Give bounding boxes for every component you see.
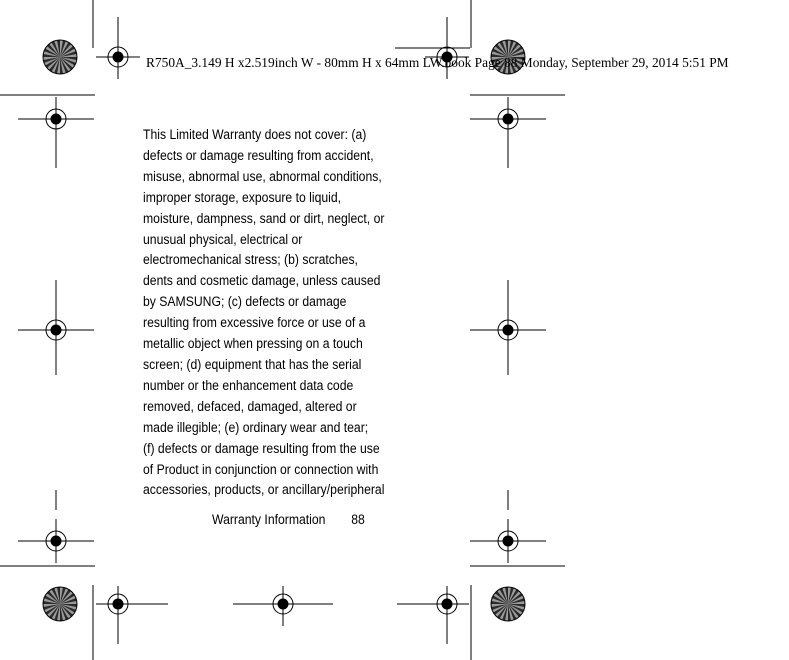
body-line: by SAMSUNG; (c) defects or damage <box>143 294 347 311</box>
page-number: 88 <box>351 512 365 528</box>
body-line: metallic object when pressing on a touch <box>143 336 363 353</box>
starburst-target <box>491 587 525 621</box>
body-line: misuse, abnormal use, abnormal conditions, <box>143 168 382 185</box>
page-footer <box>212 512 365 528</box>
registration-mark <box>18 308 94 352</box>
body-line: dents and cosmetic damage, unless caused <box>143 273 381 290</box>
body-line: improper storage, exposure to liquid, <box>143 189 342 206</box>
body-line: moisture, dampness, sand or dirt, neglect, or <box>143 210 385 227</box>
body-line: defects or damage resulting from accident, <box>143 147 374 164</box>
registration-mark <box>397 586 469 644</box>
body-line: made illegible; (e) ordinary wear and tear; <box>143 419 369 436</box>
starburst-target <box>43 587 77 621</box>
warranty-paragraph <box>143 125 386 501</box>
registration-mark <box>233 586 333 626</box>
slug-line: R750A_3.149 H x2.519inch W - 80mm H x 64mm LW.book Page 88 Monday, September 29, 2014 5:51 PM <box>146 55 729 70</box>
registration-mark <box>470 97 546 141</box>
starburst-target <box>43 40 77 74</box>
body-line: unusual physical, electrical or <box>143 231 303 248</box>
registration-mark <box>470 308 546 352</box>
registration-mark <box>96 586 168 644</box>
footer-section-title: Warranty Information <box>212 512 326 528</box>
body-line: screen; (d) equipment that has the serial <box>143 356 362 373</box>
body-line: accessories, products, or ancillary/peripheral <box>143 482 385 499</box>
registration-mark <box>470 519 546 563</box>
body-line: resulting from excessive force or use of a <box>143 315 366 332</box>
body-line: This Limited Warranty does not cover: (a) <box>143 127 367 143</box>
registration-mark <box>18 97 94 141</box>
registration-mark <box>96 17 140 79</box>
body-line: electromechanical stress; (b) scratches, <box>143 252 358 269</box>
body-line: of Product in conjunction or connection with <box>143 461 379 478</box>
body-line: (f) defects or damage resulting from the use <box>143 440 380 457</box>
body-line: removed, defaced, damaged, altered or <box>143 398 357 415</box>
registration-mark <box>18 519 94 563</box>
body-line: number or the enhancement data code <box>143 377 354 394</box>
